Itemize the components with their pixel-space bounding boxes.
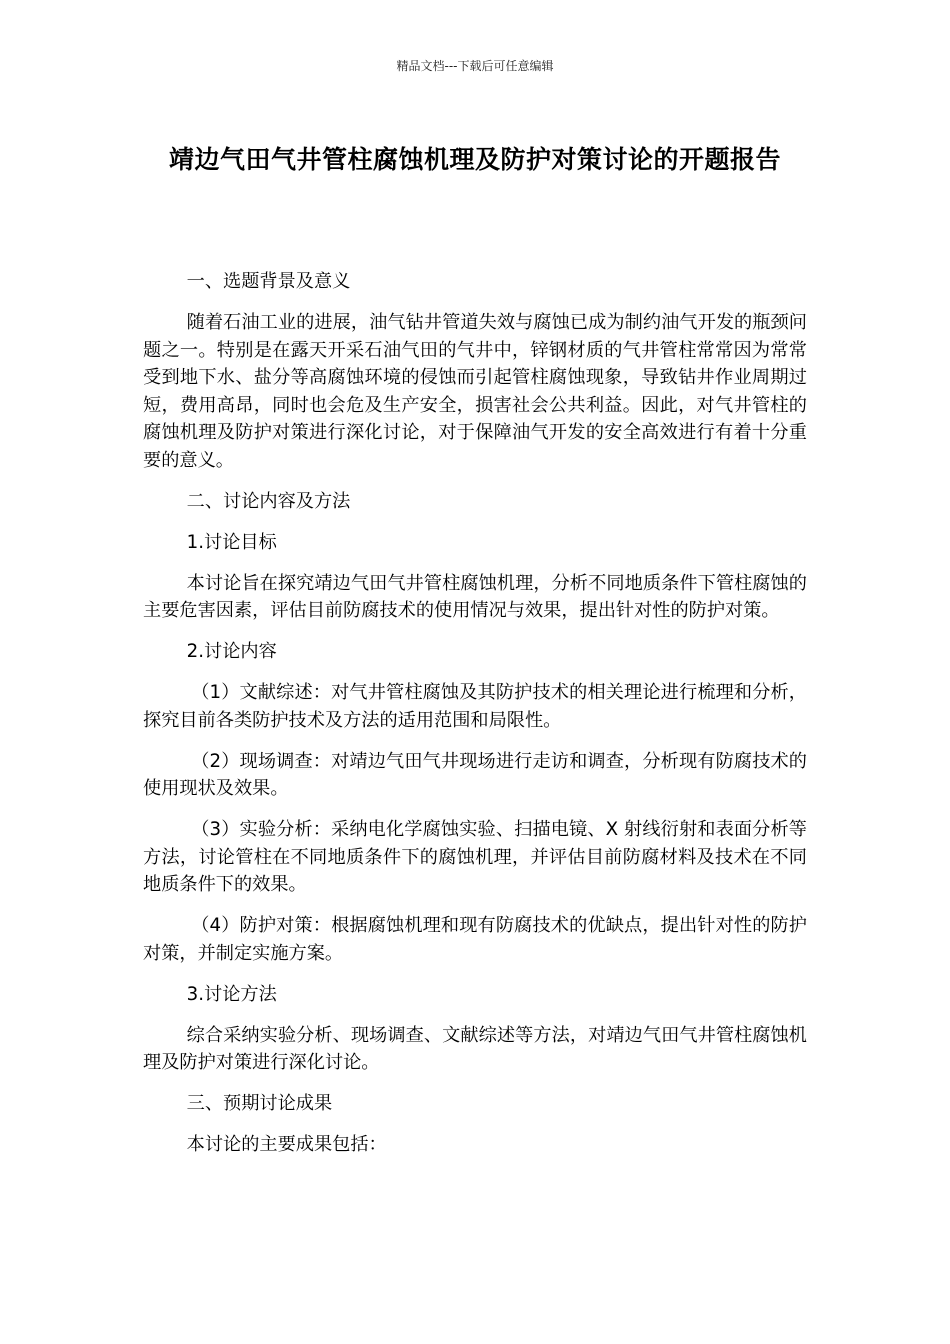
- paragraph-expected-results: 本讨论的主要成果包括：: [186, 1134, 387, 1155]
- list-item-literature-review: （1）文献综述：对气井管柱腐蚀及其防护技术的相关理论进行梳理和分析，探究目前各类防护技术及方法的适用范围和局限性。: [143, 682, 807, 731]
- section-heading-background: 一、选题背景及意义: [186, 271, 351, 292]
- subheading-content: 2.讨论内容: [186, 641, 277, 662]
- document-title: 靖边气田气井管柱腐蚀机理及防护对策讨论的开题报告: [168, 145, 781, 174]
- subheading-objectives: 1.讨论目标: [186, 531, 277, 553]
- document-body: [143, 268, 807, 1172]
- list-item-protection-measures: （4）防护对策：根据腐蚀机理和现有防腐技术的优缺点，提出针对性的防护对策，并制定实施方案。: [143, 915, 807, 964]
- paragraph-methods: 综合采纳实验分析、现场调查、文献综述等方法，对靖边气田气井管柱腐蚀机理及防护对策进行深化讨论。: [143, 1024, 807, 1073]
- list-item-field-survey: （2）现场调查：对靖边气田气井现场进行走访和调查，分析现有防腐技术的使用现状及效果。: [143, 750, 807, 799]
- paragraph-background: 随着石油工业的进展，油气钻井管道失效与腐蚀已成为制约油气开发的瓶颈问题之一。特别是在露天开采石油气田的气井中，锌钢材质的气井管柱常常因为常常受到地下水、盐分等高腐蚀环境的侵蚀而引起管柱腐蚀现象，导致钻井作业周期过短，费用高昂，同时也会危及生产安全，损害社会公共利益。因此，对气井管柱的腐蚀机理及防护对策进行深化讨论，对于保障油气开发的安全高效进行有着十分重要的意义。: [143, 312, 807, 471]
- section-heading-expected-results: 三、预期讨论成果: [186, 1093, 333, 1114]
- list-item-experimental-analysis: （3）实验分析：采纳电化学腐蚀实验、扫描电镜、X 射线衍射和表面分析等方法，讨论管柱在不同地质条件下的腐蚀机理，并评估目前防腐材料及技术在不同地质条件下的效果。: [143, 819, 807, 895]
- section-heading-content-methods: 二、讨论内容及方法: [186, 490, 351, 512]
- paragraph-objectives: 本讨论旨在探究靖边气田气井管柱腐蚀机理，分析不同地质条件下管柱腐蚀的主要危害因素，评估目前防腐技术的使用情况与效果，提出针对性的防护对策。: [143, 572, 807, 621]
- page-header-note: 精品文档---下载后可任意编辑: [396, 59, 554, 73]
- subheading-methods: 3.讨论方法: [186, 983, 277, 1005]
